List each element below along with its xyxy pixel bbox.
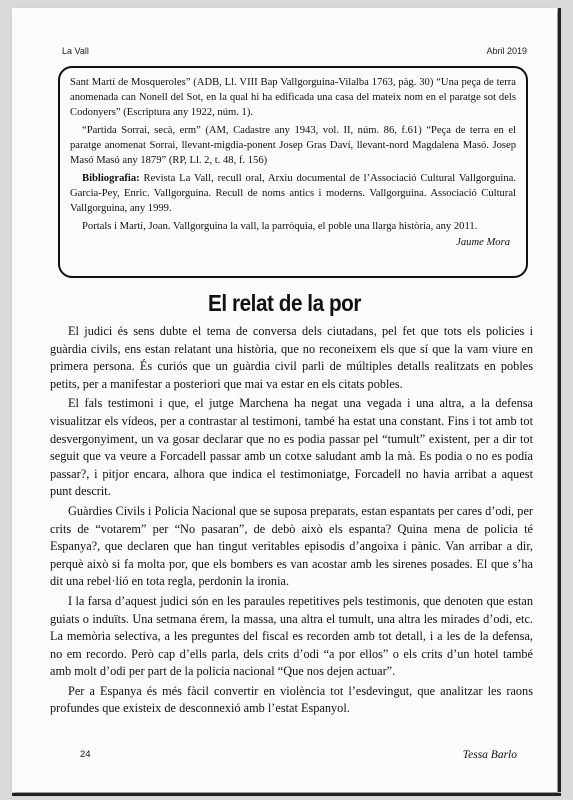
previous-article-box xyxy=(58,66,528,278)
magazine-page xyxy=(12,8,557,792)
article-paragraph: El fals testimoni i que, el jutge Marchena ha negat una vegada i una altra, a la defensa visualitzar els vídeos, per a contrastar al testimoni, també ha estat una constant. Fins i tot amb tot desvergonyiment, un va gosar declarar que no es podia passar pel “tumult” existent, per a dir tot seguit que va veure a Forcadell passar amb un cotxe saludant amb la mà. Es podia o no es podia passar?, i pitjor encara, alhora que indica el testimoniatge, Forcadell no havia arribat a aquest punt descrit. xyxy=(50,396,533,499)
box-signature: Jaume Mora xyxy=(456,237,510,248)
magazine-name: La Vall xyxy=(62,46,89,56)
page-edge-right xyxy=(558,8,561,792)
article-paragraph: I la farsa d’aquest judici són en les paraules repetitives pels testimonis, que denoten que estan guiats o induïts. Una setmana érem, la massa, una altra el tumult, una altra les mirades d’odi, etc. La memòria selectiva, a les preguntes del fiscal es recorden amb tot detall, i a les de la defensa, no em recordo. Però cap d’ells parla, dels crits d’odi “a por ellos” o els crits d’un hotel també amb molt d’odi per part de la policia nacional “Que nos dejen actuar”. xyxy=(50,593,533,679)
article-body xyxy=(50,323,533,720)
box-paragraph: “Partida Sorrai, secà, erm” (AM, Cadastre any 1943, vol. II, núm. 86, f.61) “Peça de terra en el paratge anomenat Sorrai, llevant-migdia-ponent Josep Gras Daví, llevant-nord Magdalena Masó. Josep Masó Masó any 1879” (RP, Ll. 2, t. 48, f. 156) xyxy=(70,125,516,166)
page-edge-bottom xyxy=(12,793,561,796)
article-paragraph: Per a Espanya és més fàcil convertir en violència tot l’esdevingut, que analitzar les raons profundes que existeix de desconnexió amb l’estat Espanyol. xyxy=(50,683,533,716)
page-footer xyxy=(62,749,527,763)
issue-date: Abril 2019 xyxy=(486,46,527,56)
article-paragraph: El judici és sens dubte el tema de conversa dels ciutadans, pel fet que tots els policies i guàrdia civils, ens estan relatant una història, que no reconeixem els que sí que la vam viure en primera persona. És curiós que un guàrdia civil parli de múltiples detalls realitzats en pobles petits, per a manifestar a posteriori que mai va estar en els citats pobles. xyxy=(50,324,533,391)
bibliography-label: Bibliografia: xyxy=(82,173,140,184)
page-number: 24 xyxy=(80,749,91,760)
article-paragraph: Guàrdies Civils i Policia Nacional que se suposa preparats, estan espantats per cares d’odi, per crits de “votarem” per “No pasaran”, de debò això els espanta? Quina mena de policia té Espanya?, que declaren que han tingut veritables episodis d’angoixa i pànic. Van arribar a dir, perquè això si fa molta por, que els bombers es van acostar amb les sirenes posades. El que s’ha dit una rebel·lió en tota regla, perdonin la ironia. xyxy=(50,503,533,589)
article-title: El relat de la por xyxy=(208,290,361,316)
page-header xyxy=(62,46,527,58)
bibliography xyxy=(70,171,516,216)
article-author: Tessa Barlo xyxy=(462,749,517,761)
box-paragraph: Portals i Martí, Joan. Vallgorguina la vall, la parròquia, el poble una llarga història, any 2011. xyxy=(82,221,478,232)
bibliography-text: Revista La Vall, recull oral, Arxiu documental de l’Associació Cultural Vallgorguina. Garcia-Pey, Enric. Vallgorguina. Recull de noms antics i moderns. Vallgorguina. Associació Cultural Vallgorguina, any 1999. xyxy=(70,173,516,214)
box-paragraph: Sant Martí de Mosqueroles” (ADB, Ll. VIII Bap Vallgorguina-Vilalba 1763, pàg. 30) “Una peça de terra anomenada can Nonell del Sot, en la qual hi ha edificada una casa del mateix nom en el paratge sot dels Codonyers” (Escriptura any 1922, núm. 1). xyxy=(70,77,516,118)
